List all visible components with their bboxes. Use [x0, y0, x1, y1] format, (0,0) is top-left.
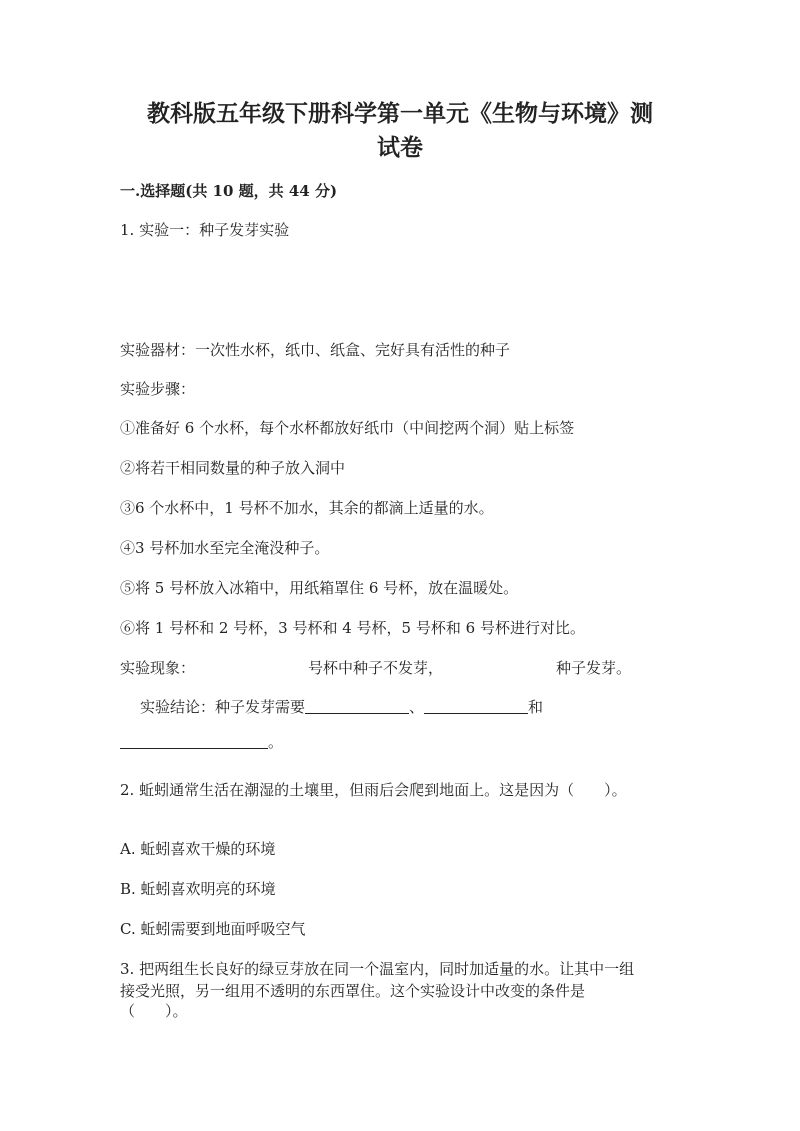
question-3-line-1: 3. 把两组生长良好的绿豆芽放在同一个温室内，同时加适量的水。让其中一组 [120, 960, 635, 978]
q1-phenomenon-label: 实验现象： [120, 659, 196, 677]
q1-end-mark: 。 [268, 733, 284, 751]
page-title [120, 97, 680, 165]
q1-conclusion-label: 实验结论：种子发芽需要 [140, 698, 306, 716]
q2-option-a: A. 蚯蚓喜欢干燥的环境 [120, 840, 276, 858]
q1-separator-2: 和 [528, 698, 544, 716]
q1-step-5: ⑤将 5 号杯放入冰箱中，用纸箱罩住 6 号杯，放在温暖处。 [120, 579, 519, 597]
question-3-line-2: 接受光照，另一组用不透明的东西罩住。这个实验设计中改变的条件是 [120, 982, 586, 1000]
q1-steps-label: 实验步骤： [120, 380, 196, 398]
q1-step-3: ③6 个水杯中，1 号杯不加水，其余的都滴上适量的水。 [120, 499, 494, 517]
q1-phenomenon-end: 种子发芽。 [556, 659, 632, 677]
q1-step-6: ⑥将 1 号杯和 2 号杯，3 号杯和 4 号杯，5 号杯和 6 号杯进行对比。 [120, 619, 585, 637]
q2-option-c: C. 蚯蚓需要到地面呼吸空气 [120, 920, 306, 938]
answer-blank-3[interactable] [120, 733, 268, 749]
q1-step-1: ①准备好 6 个水杯，每个水杯都放好纸巾（中间挖两个洞）贴上标签 [120, 419, 575, 437]
q1-separator-1: 、 [409, 698, 425, 716]
question-3-line-3: （ ）。 [120, 1002, 188, 1020]
answer-blank-1[interactable] [305, 698, 409, 714]
section-heading: 一.选择题(共 10 题，共 44 分) [120, 182, 338, 200]
q2-option-b: B. 蚯蚓喜欢明亮的环境 [120, 880, 276, 898]
q1-conclusion [140, 696, 543, 717]
q1-step-2: ②将若干相同数量的种子放入洞中 [120, 459, 346, 477]
title-line-1: 教科版五年级下册科学第一单元《生物与环境》测 [147, 100, 653, 127]
question-1-title: 1. 实验一：种子发芽实验 [120, 221, 290, 239]
q1-conclusion-cont [120, 731, 283, 752]
q1-step-4: ④3 号杯加水至完全淹没种子。 [120, 539, 330, 557]
q1-phenomenon-middle: 号杯中种子不发芽， [308, 659, 444, 677]
question-2-title: 2. 蚯蚓通常生活在潮湿的土壤里，但雨后会爬到地面上。这是因为（ ）。 [120, 781, 627, 799]
q1-materials: 实验器材：一次性水杯，纸巾、纸盒、完好具有活性的种子 [120, 341, 511, 359]
title-line-2: 试卷 [377, 134, 423, 161]
answer-blank-2[interactable] [424, 698, 528, 714]
